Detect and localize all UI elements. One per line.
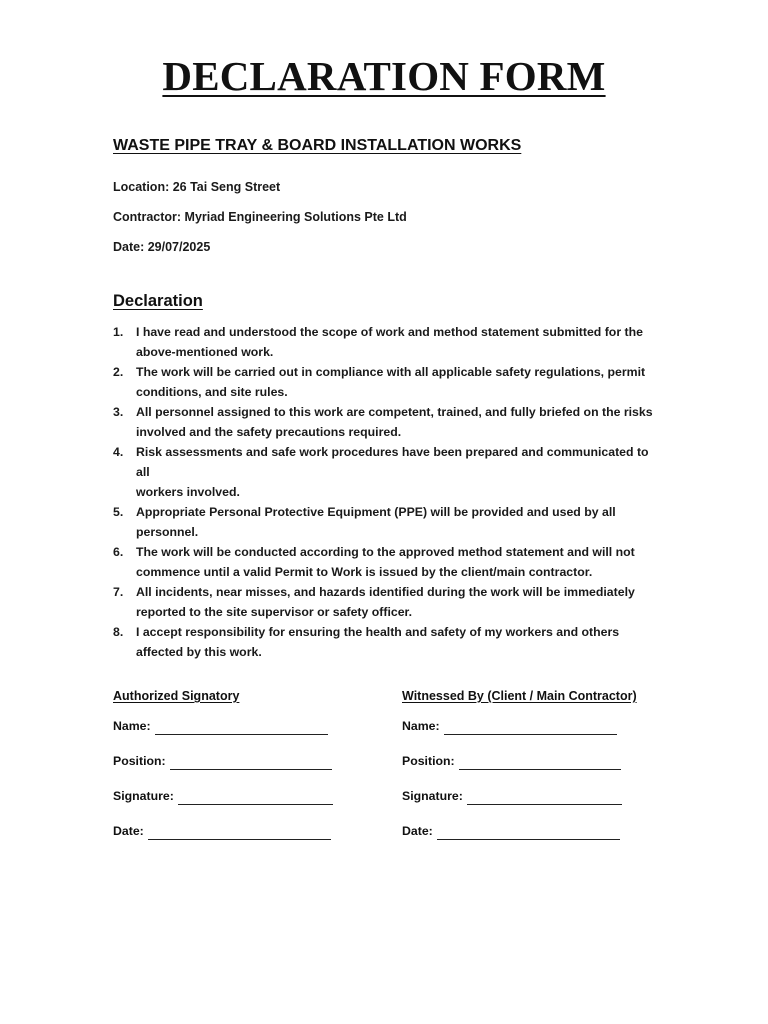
signatory-date-blank[interactable] xyxy=(148,826,331,840)
declaration-text-line1: I have read and understood the scope of work and method statement submitted for the xyxy=(136,325,643,339)
witness-name-label: Name: xyxy=(402,719,440,733)
declaration-text-line2: conditions, and site rules. xyxy=(136,385,288,399)
signatory-signature-label: Signature: xyxy=(113,789,174,803)
witness-heading: Witnessed By (Client / Main Contractor) xyxy=(402,689,637,703)
declaration-number: 5. xyxy=(113,505,124,519)
witness-name-blank[interactable] xyxy=(444,721,617,735)
declaration-text-line2: affected by this work. xyxy=(136,645,262,659)
declaration-list xyxy=(113,322,658,662)
witness-signature-field xyxy=(402,787,662,805)
page-title-text: DECLARATION FORM xyxy=(162,53,606,99)
witness-position-blank[interactable] xyxy=(459,756,621,770)
declaration-text-line1: The work will be conducted according to the approved method statement and will not xyxy=(136,545,635,559)
declaration-number: 1. xyxy=(113,325,124,339)
signatory-position-blank[interactable] xyxy=(170,756,332,770)
signatory-date-field xyxy=(113,822,373,840)
declaration-number: 6. xyxy=(113,545,124,559)
signatory-name-field xyxy=(113,717,373,735)
witness-date-field xyxy=(402,822,662,840)
declaration-text-line2: commence until a valid Permit to Work is issued by the client/main contractor. xyxy=(136,565,593,579)
signatory-name-label: Name: xyxy=(113,719,151,733)
declaration-item-1 xyxy=(113,322,658,362)
declaration-text-line1: I accept responsibility for ensuring the health and safety of my workers and others xyxy=(136,625,620,639)
declaration-number: 7. xyxy=(113,585,124,599)
signatory-position-field xyxy=(113,752,373,770)
declaration-text-line1: All incidents, near misses, and hazards identified during the work will be immediately xyxy=(136,585,635,599)
witness-name-field xyxy=(402,717,662,735)
page-title xyxy=(0,50,768,102)
declaration-text-line1: All personnel assigned to this work are competent, trained, and fully briefed on the risks xyxy=(136,405,653,419)
witness-position-field xyxy=(402,752,662,770)
witness-position-label: Position: xyxy=(402,754,455,768)
declaration-text-line1: Risk assessments and safe work procedures have been prepared and communicated to all xyxy=(136,445,649,479)
declaration-number: 3. xyxy=(113,405,124,419)
authorized-signatory-heading: Authorized Signatory xyxy=(113,689,240,703)
declaration-item-8 xyxy=(113,622,658,662)
authorized-signatory-block xyxy=(113,686,373,857)
declaration-text-line2: involved and the safety precautions required. xyxy=(136,425,402,439)
declaration-text-line1: The work will be carried out in compliance with all applicable safety regulations, permit xyxy=(136,365,646,379)
declaration-text-line2: reported to the site supervisor or safety officer. xyxy=(136,605,413,619)
declaration-item-3 xyxy=(113,402,658,442)
declaration-item-5 xyxy=(113,502,658,542)
declaration-text-line1: Appropriate Personal Protective Equipment (PPE) will be provided and used by all xyxy=(136,505,616,519)
declaration-item-7 xyxy=(113,582,658,622)
signatory-position-label: Position: xyxy=(113,754,166,768)
declaration-text-line2: above-mentioned work. xyxy=(136,345,274,359)
witness-block xyxy=(402,686,662,857)
declaration-number: 4. xyxy=(113,445,124,459)
signatory-name-blank[interactable] xyxy=(155,721,328,735)
declaration-text-line2: workers involved. xyxy=(136,485,240,499)
declaration-number: 8. xyxy=(113,625,124,639)
declaration-heading: Declaration xyxy=(113,292,203,310)
declaration-item-6 xyxy=(113,542,658,582)
form-subtitle: WASTE PIPE TRAY & BOARD INSTALLATION WORKS xyxy=(113,137,522,154)
contractor-line: Contractor: Myriad Engineering Solutions Pte Ltd xyxy=(113,210,407,224)
signatory-signature-blank[interactable] xyxy=(178,791,333,805)
declaration-number: 2. xyxy=(113,365,124,379)
declaration-item-2 xyxy=(113,362,658,402)
witness-date-blank[interactable] xyxy=(437,826,620,840)
signatory-signature-field xyxy=(113,787,373,805)
date-line: Date: 29/07/2025 xyxy=(113,240,211,254)
witness-date-label: Date: xyxy=(402,824,433,838)
location-line: Location: 26 Tai Seng Street xyxy=(113,180,281,194)
declaration-item-4 xyxy=(113,442,658,502)
declaration-text-line2: personnel. xyxy=(136,525,199,539)
witness-signature-label: Signature: xyxy=(402,789,463,803)
signatory-date-label: Date: xyxy=(113,824,144,838)
witness-signature-blank[interactable] xyxy=(467,791,622,805)
